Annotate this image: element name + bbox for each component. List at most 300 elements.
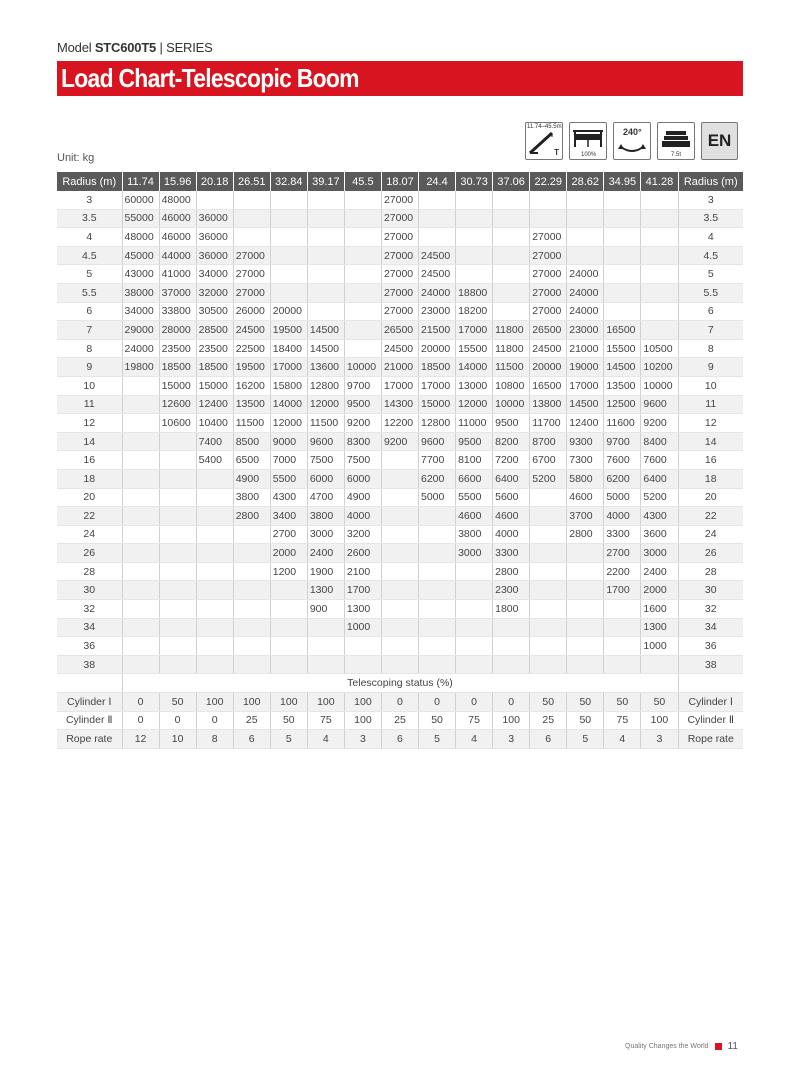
load-cell: 23000 [419,302,456,321]
load-cell: 1700 [604,581,641,600]
status-cell: 8 [196,730,233,749]
load-cell [381,637,418,656]
load-cell: 9700 [344,376,381,395]
load-cell [419,562,456,581]
cylinder2-row [57,711,743,730]
load-cell: 24500 [419,246,456,265]
load-cell [307,191,344,209]
boom-length-header: 24.4 [419,172,456,191]
radius-cell-right: 32 [678,600,743,619]
outrigger-icon [569,122,607,160]
status-cell: 100 [233,693,270,712]
load-cell [456,637,493,656]
load-cell: 13600 [307,358,344,377]
load-cell: 17000 [456,321,493,340]
load-cell: 6400 [493,469,530,488]
load-cell [270,283,307,302]
radius-cell: 7 [57,321,122,340]
radius-cell-right: 4 [678,228,743,247]
radius-cell-right: 26 [678,544,743,563]
load-cell: 44000 [159,246,196,265]
load-cell: 41000 [159,265,196,284]
status-cell: 3 [493,730,530,749]
load-cell: 1000 [344,618,381,637]
load-cell [419,209,456,228]
status-cell: 50 [567,693,604,712]
status-cell: 100 [270,693,307,712]
load-cell [567,600,604,619]
load-cell [530,544,567,563]
load-cell [159,525,196,544]
load-cell: 2700 [604,544,641,563]
load-cell [381,600,418,619]
radius-cell: 20 [57,488,122,507]
load-cell [233,600,270,619]
load-cell: 15000 [196,376,233,395]
status-cell: 50 [159,693,196,712]
load-cell: 30500 [196,302,233,321]
row-label-right: Rope rate [678,730,743,749]
load-cell: 1000 [641,637,678,656]
load-cell: 3700 [567,507,604,526]
radius-cell: 34 [57,618,122,637]
load-cell: 9600 [307,432,344,451]
radius-cell: 32 [57,600,122,619]
load-cell [567,562,604,581]
load-cell: 3000 [641,544,678,563]
load-cell [567,246,604,265]
load-cell [604,283,641,302]
load-cell: 6600 [456,469,493,488]
load-cell: 34000 [196,265,233,284]
outrigger-label: 100% [581,152,597,158]
load-cell [381,562,418,581]
load-cell: 27000 [381,302,418,321]
counterweight-icon [657,122,695,160]
load-cell [604,191,641,209]
load-cell: 3000 [456,544,493,563]
load-cell [270,265,307,284]
radius-cell-right: 34 [678,618,743,637]
status-cell: 25 [381,711,418,730]
load-cell [456,655,493,674]
row-label: Cylinder Ⅱ [57,711,122,730]
load-cell [196,544,233,563]
table-row [57,655,743,674]
load-cell [233,209,270,228]
boom-length-header: 30.73 [456,172,493,191]
load-cell: 3300 [493,544,530,563]
load-cell: 32000 [196,283,233,302]
status-cell: 6 [233,730,270,749]
load-cell [233,581,270,600]
radius-header: Radius (m) [57,172,122,191]
boom-length-header: 11.74 [122,172,159,191]
status-cell: 0 [419,693,456,712]
radius-cell: 30 [57,581,122,600]
load-cell: 26500 [381,321,418,340]
status-cell: 0 [159,711,196,730]
load-cell [381,488,418,507]
load-cell: 27000 [381,283,418,302]
boom-length-header: 15.96 [159,172,196,191]
load-cell [196,191,233,209]
load-cell: 16500 [604,321,641,340]
load-cell [196,600,233,619]
load-cell [493,191,530,209]
load-cell: 6000 [307,469,344,488]
table-row [57,302,743,321]
load-cell [159,562,196,581]
load-cell [344,209,381,228]
load-cell [233,228,270,247]
load-cell [567,544,604,563]
counterweight-label: 7.5t [671,152,682,158]
load-cell: 5400 [196,451,233,470]
load-cell [493,302,530,321]
load-cell [567,581,604,600]
load-cell [567,655,604,674]
load-cell: 12500 [604,395,641,414]
load-cell: 16500 [530,376,567,395]
status-cell: 6 [530,730,567,749]
load-cell: 26000 [233,302,270,321]
status-cell: 50 [530,693,567,712]
load-cell: 1800 [493,600,530,619]
table-row [57,376,743,395]
load-cell: 27000 [530,302,567,321]
load-cell [641,283,678,302]
load-cell: 27000 [381,265,418,284]
model-name: STC600T5 [94,40,157,55]
table-row [57,209,743,228]
load-cell [122,451,159,470]
load-cell: 14000 [270,395,307,414]
load-cell: 29000 [122,321,159,340]
table-row [57,562,743,581]
load-cell [122,525,159,544]
load-cell: 9500 [344,395,381,414]
load-cell: 23500 [196,339,233,358]
radius-cell-right: 4.5 [678,246,743,265]
load-cell: 27000 [530,283,567,302]
status-cell: 0 [456,693,493,712]
load-cell [530,525,567,544]
boom-length-header: 45.5 [344,172,381,191]
load-cell: 28000 [159,321,196,340]
radius-cell-right: 20 [678,488,743,507]
load-cell: 3200 [344,525,381,544]
status-cell: 5 [270,730,307,749]
radius-cell-right: 11 [678,395,743,414]
load-cell: 9200 [344,414,381,433]
load-cell: 8200 [493,432,530,451]
load-cell: 7600 [604,451,641,470]
status-cell: 100 [344,693,381,712]
status-cell: 4 [456,730,493,749]
radius-cell-right: 7 [678,321,743,340]
status-cell: 75 [604,711,641,730]
telescoping-blank [57,674,122,693]
load-cell: 38000 [122,283,159,302]
radius-cell: 22 [57,507,122,526]
radius-cell-right: 12 [678,414,743,433]
load-cell: 6400 [641,469,678,488]
status-cell: 0 [381,693,418,712]
status-cell: 50 [270,711,307,730]
radius-cell-right: 3 [678,191,743,209]
load-cell: 14300 [381,395,418,414]
telescoping-row [57,674,743,693]
row-label-right: Cylinder Ⅱ [678,711,743,730]
radius-cell-right: 9 [678,358,743,377]
load-cell: 24000 [567,302,604,321]
load-cell [159,581,196,600]
load-cell: 4900 [233,469,270,488]
load-cell: 24500 [530,339,567,358]
radius-cell: 5.5 [57,283,122,302]
load-cell [159,544,196,563]
load-cell [159,637,196,656]
load-cell: 5600 [493,488,530,507]
status-cell: 100 [196,693,233,712]
load-cell [122,488,159,507]
load-cell [122,376,159,395]
load-cell: 2600 [344,544,381,563]
load-cell: 2200 [604,562,641,581]
load-cell: 27000 [233,283,270,302]
radius-header-right: Radius (m) [678,172,743,191]
radius-cell: 9 [57,358,122,377]
radius-cell-right: 18 [678,469,743,488]
load-cell: 4900 [344,488,381,507]
load-cell [196,581,233,600]
radius-cell-right: 22 [678,507,743,526]
load-cell: 4000 [344,507,381,526]
rotation-label: 240° [623,127,642,137]
load-cell: 13000 [456,376,493,395]
radius-cell-right: 28 [678,562,743,581]
load-cell [567,191,604,209]
load-cell [159,600,196,619]
load-cell [604,246,641,265]
load-cell: 11500 [307,414,344,433]
load-cell [233,544,270,563]
load-cell [307,637,344,656]
load-cell: 19000 [567,358,604,377]
load-cell [419,600,456,619]
status-cell: 100 [344,711,381,730]
load-cell: 2100 [344,562,381,581]
load-cell: 4600 [567,488,604,507]
load-cell [196,469,233,488]
load-cell: 26500 [530,321,567,340]
radius-cell-right: 24 [678,525,743,544]
radius-cell-right: 30 [678,581,743,600]
status-cell: 4 [604,730,641,749]
load-cell: 3800 [307,507,344,526]
load-cell: 24500 [381,339,418,358]
load-cell [456,209,493,228]
load-cell [419,637,456,656]
load-cell: 24000 [122,339,159,358]
table-row [57,469,743,488]
load-cell: 27000 [530,265,567,284]
rotation-icon [613,122,651,160]
load-cell: 4300 [270,488,307,507]
load-cell [122,562,159,581]
load-cell: 11700 [530,414,567,433]
load-cell: 15000 [419,395,456,414]
load-cell [604,302,641,321]
load-cell [307,618,344,637]
status-cell: 0 [196,711,233,730]
load-cell: 6000 [344,469,381,488]
radius-cell-right: 8 [678,339,743,358]
load-cell: 900 [307,600,344,619]
load-cell: 27000 [530,246,567,265]
load-cell: 6200 [419,469,456,488]
load-cell [270,246,307,265]
boom-length-header: 39.17 [307,172,344,191]
load-cell [122,395,159,414]
load-cell [159,488,196,507]
load-cell [159,618,196,637]
load-cell: 7200 [493,451,530,470]
load-cell [122,618,159,637]
load-cell: 18500 [419,358,456,377]
load-cell [641,655,678,674]
load-cell [196,618,233,637]
load-cell [456,581,493,600]
load-cell [270,581,307,600]
load-cell [641,191,678,209]
load-cell [456,228,493,247]
boom-length-header: 41.28 [641,172,678,191]
load-cell [419,655,456,674]
load-cell [456,191,493,209]
load-cell: 24500 [233,321,270,340]
load-cell: 1300 [307,581,344,600]
load-cell: 10500 [641,339,678,358]
load-cell [530,507,567,526]
load-cell: 2800 [233,507,270,526]
load-cell [307,209,344,228]
load-cell [493,228,530,247]
table-row [57,228,743,247]
model-series: | SERIES [156,40,213,55]
load-cell: 21000 [567,339,604,358]
load-cell: 17000 [419,376,456,395]
load-cell: 10200 [641,358,678,377]
load-cell: 9200 [641,414,678,433]
load-cell: 18500 [196,358,233,377]
load-cell [233,562,270,581]
title-bar [57,61,743,96]
load-cell: 1200 [270,562,307,581]
table-row [57,525,743,544]
load-cell: 19500 [233,358,270,377]
load-cell: 9200 [381,432,418,451]
radius-cell: 3 [57,191,122,209]
load-cell [604,618,641,637]
load-cell: 14500 [567,395,604,414]
radius-cell: 10 [57,376,122,395]
load-cell [196,488,233,507]
load-cell [493,283,530,302]
load-cell: 8300 [344,432,381,451]
load-cell: 34000 [122,302,159,321]
load-cell: 27000 [381,209,418,228]
load-cell: 12400 [196,395,233,414]
load-cell [530,618,567,637]
table-row [57,191,743,209]
load-cell: 19800 [122,358,159,377]
status-cell: 50 [419,711,456,730]
load-cell [641,302,678,321]
load-cell [419,544,456,563]
load-cell: 11500 [493,358,530,377]
load-cell [567,209,604,228]
load-cell: 10000 [641,376,678,395]
table-row [57,339,743,358]
load-cell [159,469,196,488]
load-cell: 8100 [456,451,493,470]
load-cell: 8500 [233,432,270,451]
load-cell [307,302,344,321]
load-cell [344,321,381,340]
load-cell: 20000 [419,339,456,358]
load-cell: 17000 [270,358,307,377]
spec-icons [525,122,738,162]
table-row [57,581,743,600]
page-title: Load Chart-Telescopic Boom [61,63,359,93]
radius-cell: 6 [57,302,122,321]
radius-cell: 36 [57,637,122,656]
load-cell [567,618,604,637]
footer-square-icon [715,1043,722,1050]
table-header-row [57,172,743,191]
load-cell [122,581,159,600]
load-cell: 7300 [567,451,604,470]
load-cell: 15000 [159,376,196,395]
load-cell [493,618,530,637]
load-cell: 1900 [307,562,344,581]
load-cell: 5500 [456,488,493,507]
load-cell: 9600 [419,432,456,451]
load-cell: 1300 [344,600,381,619]
row-label-right: Cylinder Ⅰ [678,693,743,712]
load-cell: 36000 [196,246,233,265]
boom-length-header: 22.29 [530,172,567,191]
load-cell: 12800 [419,414,456,433]
load-cell: 37000 [159,283,196,302]
load-cell [233,618,270,637]
load-cell [122,637,159,656]
load-cell [159,432,196,451]
load-cell: 27000 [381,191,418,209]
load-cell [604,600,641,619]
table-row [57,432,743,451]
status-cell: 25 [233,711,270,730]
load-cell [270,209,307,228]
load-cell: 24000 [419,283,456,302]
status-cell: 3 [344,730,381,749]
boom-length-header: 18.07 [381,172,418,191]
load-cell: 13800 [530,395,567,414]
load-cell: 18500 [159,358,196,377]
table-row [57,283,743,302]
